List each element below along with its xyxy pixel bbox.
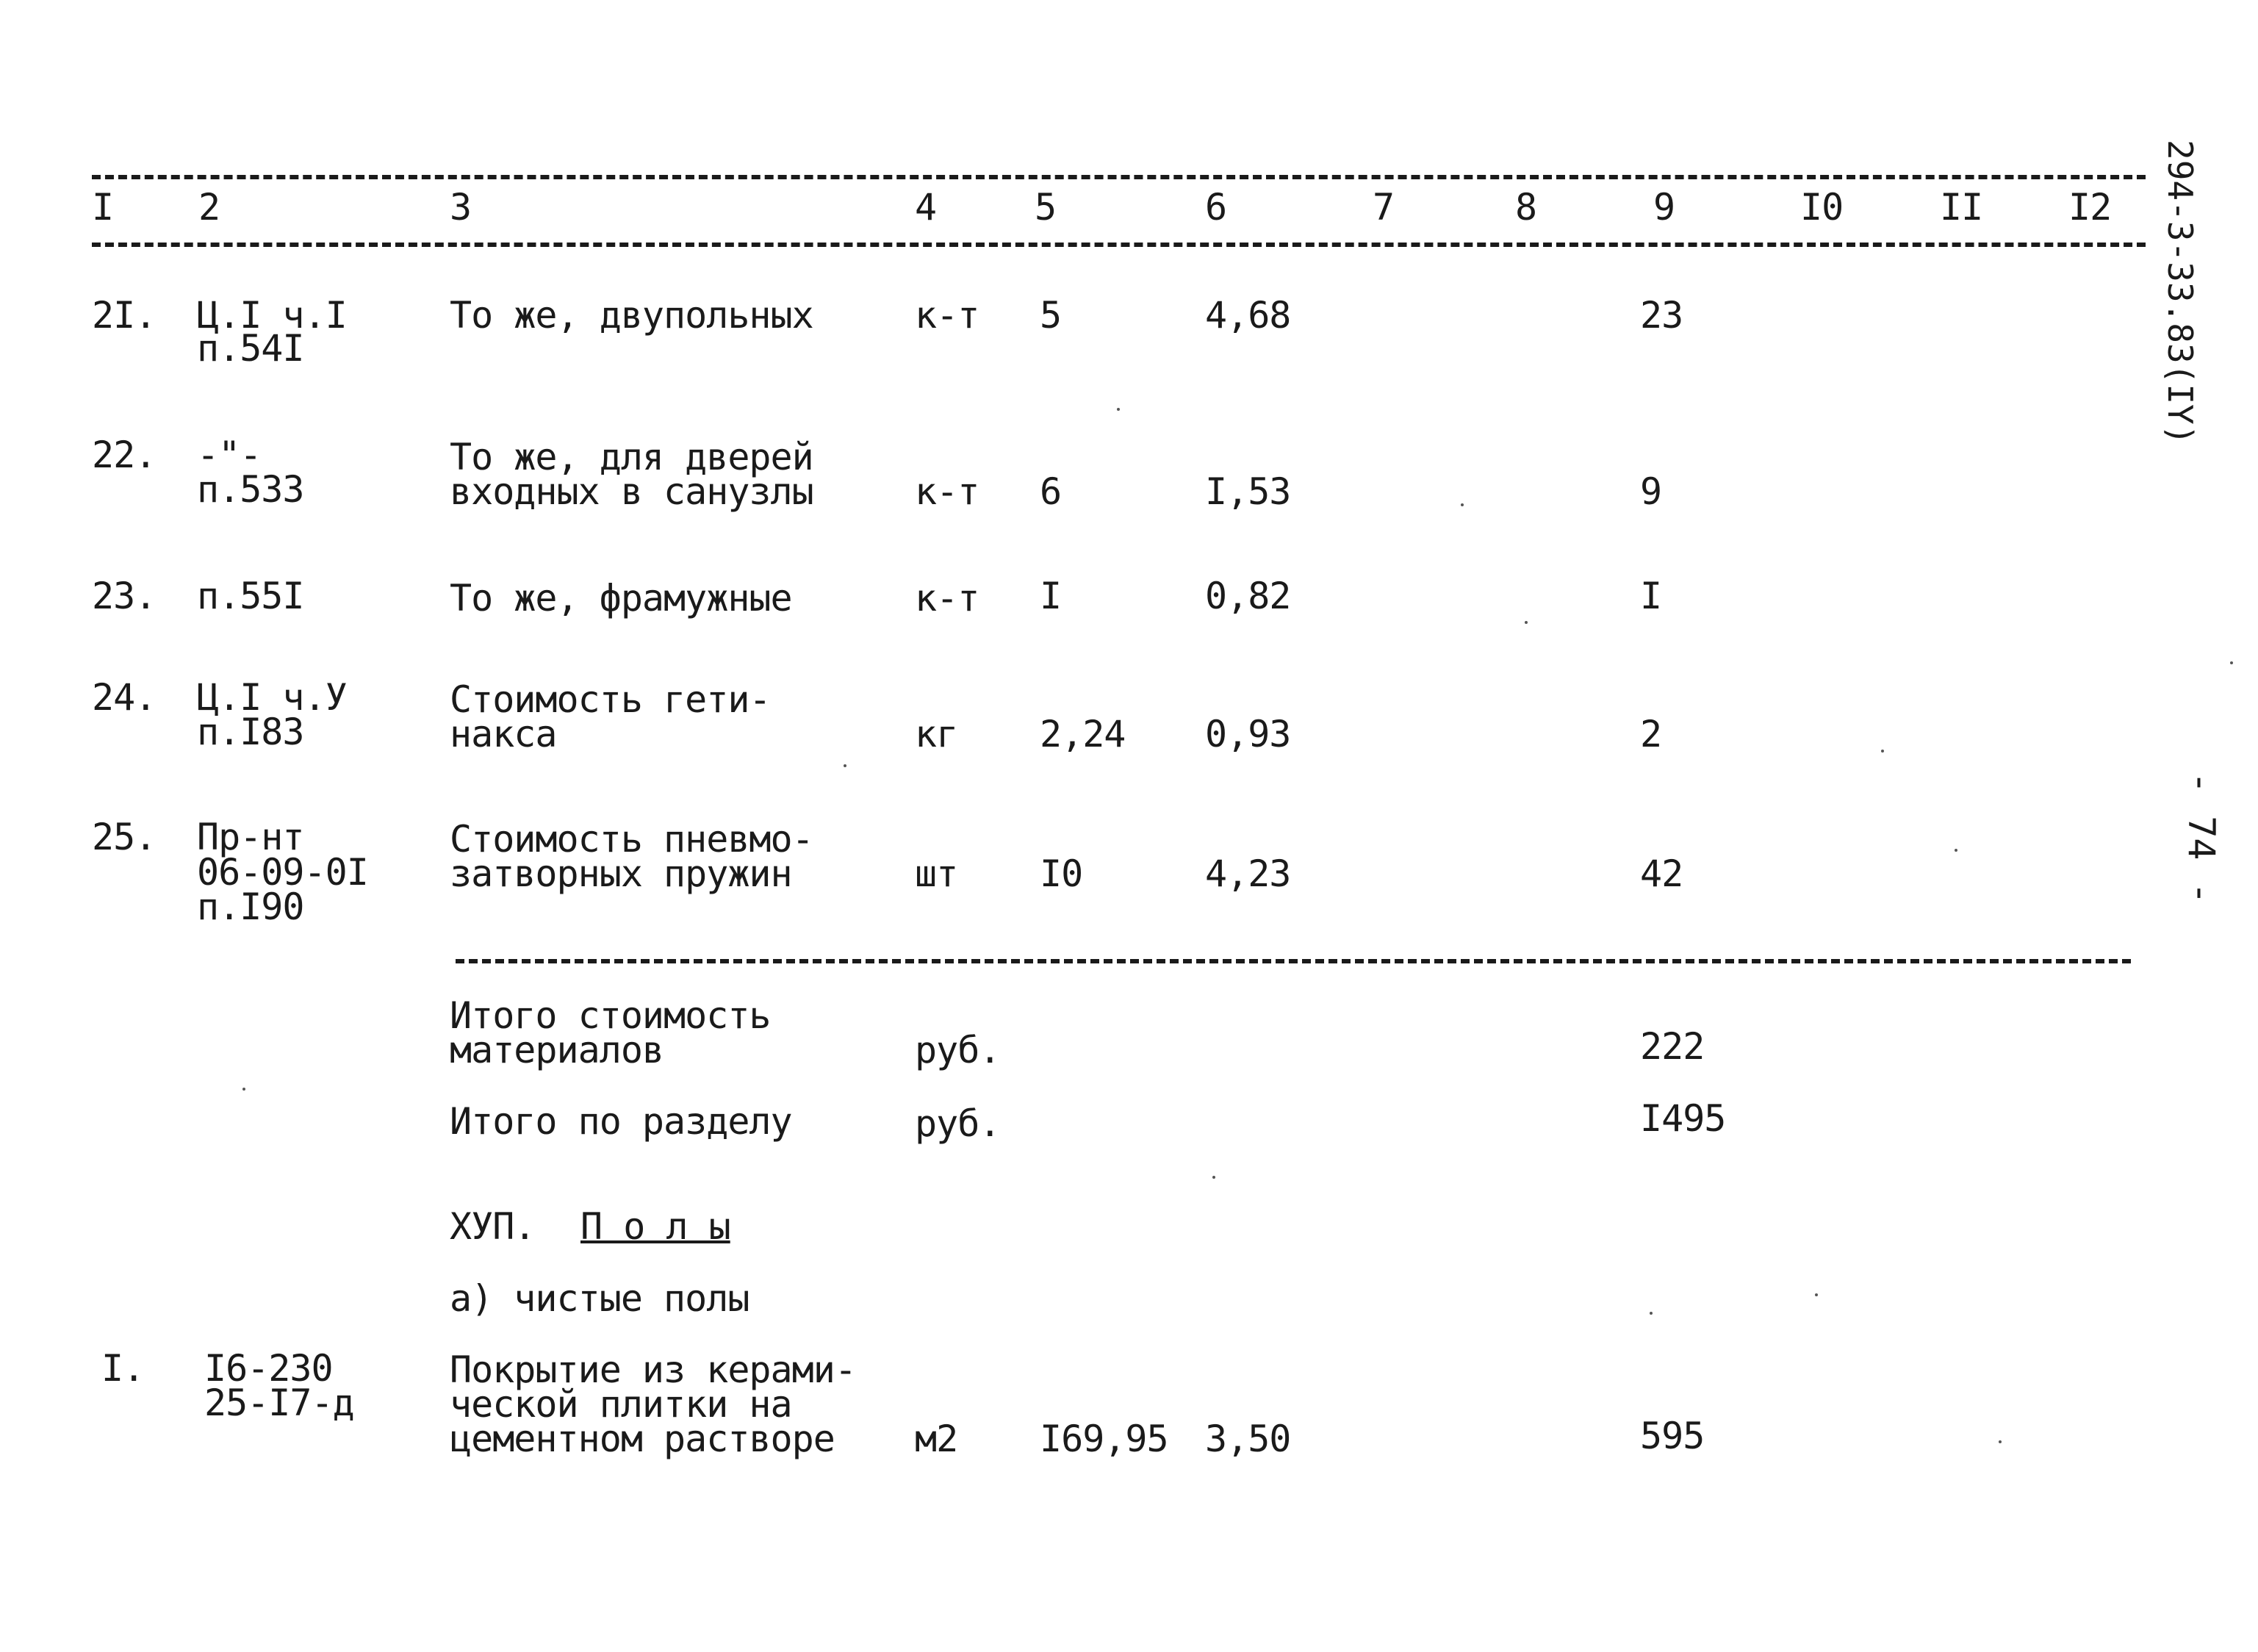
- scan-speck: [1815, 1293, 1818, 1296]
- column-header: 8: [1515, 186, 1537, 229]
- row-total: 23: [1640, 294, 1683, 337]
- scan-speck: [1955, 849, 1957, 852]
- row-ref: Пр-нт: [197, 816, 304, 858]
- row-ref: 25-I7-д: [204, 1382, 354, 1424]
- column-header: I0: [1800, 186, 1844, 229]
- row-unit: шт: [915, 852, 958, 895]
- row-number: 22.: [92, 434, 157, 476]
- row-price: 0,82: [1205, 575, 1291, 617]
- scan-speck: [1117, 408, 1120, 411]
- totals-value: 222: [1640, 1025, 1705, 1068]
- totals-unit: руб.: [915, 1029, 1001, 1071]
- row-total: I: [1640, 575, 1662, 617]
- row-quantity: I69,95: [1040, 1418, 1168, 1460]
- row-ref: Ц.I ч.I: [197, 294, 347, 337]
- document-code: 294-3-33.83(IY): [2160, 140, 2200, 445]
- row-description: То же, для дверей: [450, 436, 813, 478]
- row-description: ческой плитки на: [450, 1383, 792, 1426]
- column-header: 7: [1373, 186, 1395, 229]
- row-price: 4,68: [1205, 294, 1291, 337]
- totals-label: Итого по разделу: [450, 1100, 792, 1143]
- row-quantity: 6: [1040, 470, 1062, 513]
- row-ref: 06-09-0I: [197, 851, 368, 894]
- row-ref: п.I90: [197, 886, 304, 928]
- column-header: 2: [198, 186, 220, 229]
- row-number: 23.: [92, 575, 157, 617]
- row-unit: к-т: [915, 577, 979, 620]
- row-total: 2: [1640, 713, 1662, 755]
- row-unit: к-т: [915, 294, 979, 337]
- row-number: 2I.: [92, 294, 157, 337]
- row-unit: кг: [915, 713, 958, 755]
- row-description: То же, фрамужные: [450, 577, 792, 620]
- row-ref: п.54I: [197, 327, 304, 370]
- totals-unit: руб.: [915, 1102, 1001, 1145]
- section-title: П о л ы: [580, 1205, 730, 1248]
- totals-rule: [456, 959, 2131, 963]
- row-number: 24.: [92, 676, 157, 719]
- scan-speck: [2230, 661, 2233, 664]
- row-description: Стоимость пневмо-: [450, 818, 813, 861]
- scan-speck: [242, 1088, 245, 1091]
- row-price: 3,50: [1205, 1418, 1291, 1460]
- row-description: Покрытие из керами-: [450, 1348, 856, 1391]
- subsection-title: а) чистые полы: [450, 1277, 749, 1320]
- row-description: То же, двупольных: [450, 294, 813, 337]
- row-ref: -"-: [197, 434, 262, 476]
- row-price: 4,23: [1205, 852, 1291, 895]
- row-number: 25.: [92, 816, 157, 858]
- column-header: 4: [915, 186, 937, 229]
- row-description: входных в санузлы: [450, 470, 813, 513]
- row-description: цементном растворе: [450, 1418, 835, 1460]
- column-header: I2: [2068, 186, 2112, 229]
- column-header: 9: [1653, 186, 1675, 229]
- row-total: 9: [1640, 470, 1662, 513]
- scan-speck: [1212, 1176, 1215, 1179]
- column-header: 6: [1205, 186, 1227, 229]
- row-price: 0,93: [1205, 713, 1291, 755]
- scan-speck: [1461, 503, 1464, 506]
- row-quantity: I: [1040, 575, 1062, 617]
- row-ref: п.55I: [197, 575, 304, 617]
- scan-speck: [844, 764, 846, 767]
- row-unit: м2: [915, 1418, 958, 1460]
- row-ref: I6-230: [204, 1347, 333, 1390]
- scan-speck: [1881, 750, 1884, 753]
- header-bottom-rule: [92, 243, 2146, 247]
- header-top-rule: [92, 175, 2146, 179]
- column-header: 3: [450, 186, 472, 229]
- totals-label: Итого стоимость: [450, 994, 771, 1037]
- row-description: Стоимость гети-: [450, 678, 771, 721]
- row-total: 42: [1640, 852, 1683, 895]
- scan-speck: [1650, 1312, 1653, 1315]
- row-ref: п.533: [197, 468, 304, 511]
- row-description: накса: [450, 713, 557, 755]
- scan-speck: [1525, 621, 1528, 624]
- row-description: затворных пружин: [450, 852, 792, 895]
- row-ref: Ц.I ч.У: [197, 676, 347, 719]
- column-header: II: [1940, 186, 1983, 229]
- row-quantity: I0: [1040, 852, 1083, 895]
- totals-label: материалов: [450, 1029, 664, 1071]
- section-number: ХУП.: [450, 1205, 536, 1248]
- row-unit: к-т: [915, 470, 979, 513]
- row-ref: п.I83: [197, 711, 304, 753]
- row-number: I.: [101, 1347, 145, 1390]
- row-quantity: 5: [1040, 294, 1062, 337]
- page-number: - 74 -: [2180, 772, 2223, 905]
- row-price: I,53: [1205, 470, 1291, 513]
- column-header: I: [92, 186, 114, 229]
- column-header: 5: [1035, 186, 1057, 229]
- scan-speck: [1999, 1440, 2002, 1443]
- totals-value: I495: [1640, 1097, 1726, 1140]
- row-quantity: 2,24: [1040, 713, 1126, 755]
- row-total: 595: [1640, 1415, 1705, 1457]
